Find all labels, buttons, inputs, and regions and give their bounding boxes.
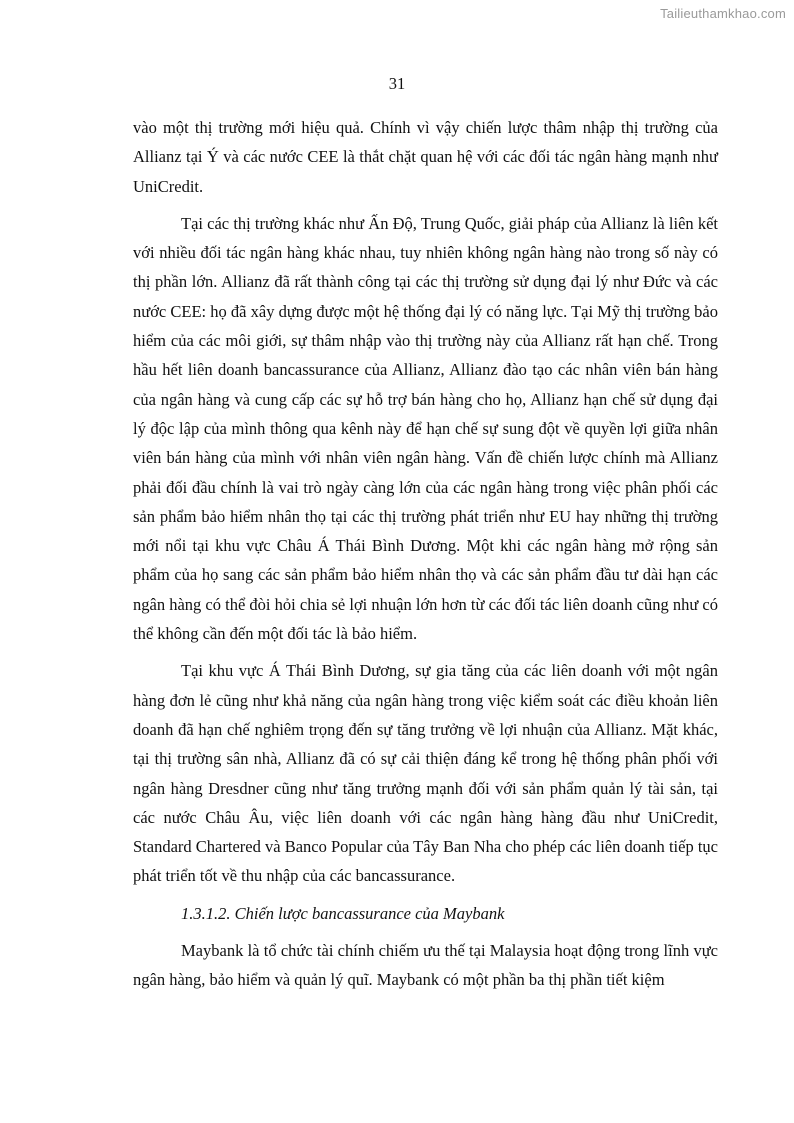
paragraph-asia-pacific: Tại khu vực Á Thái Bình Dương, sự gia tăng của các liên doanh với một ngân hàng đơn lẻ cũng như khả năng của ngân hàng trong việc kiểm soát các điều khoản liên doanh đã hạn chế nghiêm trọng đến sự tăng trưởng về lợi nhuận của Allianz. Mặt khác, tại thị trường sân nhà, Allianz đã có sự cải thiện đáng kể trong hệ thống phân phối với ngân hàng Dresdner cũng như tăng trưởng mạnh đối với sản phẩm quản lý tài sản, tại các nước Châu Âu, việc liên doanh với các ngân hàng hàng đầu như UniCredit, Standard Chartered và Banco Popular của Tây Ban Nha cho phép các liên doanh tiếp tục phát triển tốt về thu nhập của các bancassurance. <box>133 661 718 886</box>
paragraph-allianz-markets: Tại các thị trường khác như Ấn Độ, Trung Quốc, giải pháp của Allianz là liên kết với nhiều đối tác ngân hàng khác nhau, tuy nhiên không ngân hàng nào trong số này có thị phần lớn. Allianz đã rất thành công tại các thị trường sử dụng đại lý như Đức và các nước CEE: họ đã xây dựng được một hệ thống đại lý có năng lực. Tại Mỹ thị trường bảo hiểm của các môi giới, sự thâm nhập vào thị trường này của Allianz rất hạn chế. Trong hầu hết liên doanh bancassurance của Allianz, Allianz đào tạo các nhân viên bán hàng của ngân hàng và cung cấp các sự hỗ trợ bán hàng cho họ, Allianz hạn chế sử dụng đại lý độc lập của mình thông qua kênh này để hạn chế sự sung đột về quyền lợi giữa nhân viên bán hàng của mình với nhân viên ngân hàng. Vấn đề chiến lược chính mà Allianz phải đối đầu chính là vai trò ngày càng lớn của các ngân hàng trong việc phân phối các sản phẩm bảo hiểm nhân thọ tại các thị trường phát triển như EU hay những thị trường mới nổi tại khu vực Châu Á Thái Bình Dương. Một khi các ngân hàng mở rộng sản phẩm của họ sang các sản phẩm bảo hiểm nhân thọ và các sản phẩm đầu tư dài hạn các ngân hàng có thể đòi hỏi chia sẻ lợi nhuận lớn hơn từ các đối tác liên doanh cũng như có thể không cần đến một đối tác là bảo hiểm. <box>133 213 718 644</box>
section-heading: 1.3.1.2. Chiến lược bancassurance của Maybank <box>181 903 505 923</box>
page-number: 31 <box>388 74 406 93</box>
paragraph-maybank: Maybank là tổ chức tài chính chiếm ưu thế tại Malaysia hoạt động trong lĩnh vực ngân hàng, bảo hiểm và quản lý quĩ. Maybank có một phần ba thị phần tiết kiệm <box>133 941 718 990</box>
document-body <box>133 113 718 1003</box>
paragraph-continuation: vào một thị trường mới hiệu quả. Chính vì vậy chiến lược thâm nhập thị trường của Allianz tại Ý và các nước CEE là thắt chặt quan hệ với các đối tác ngân hàng mạnh như UniCredit. <box>133 118 718 196</box>
watermark: Tailieuthamkhao.com <box>660 6 786 21</box>
